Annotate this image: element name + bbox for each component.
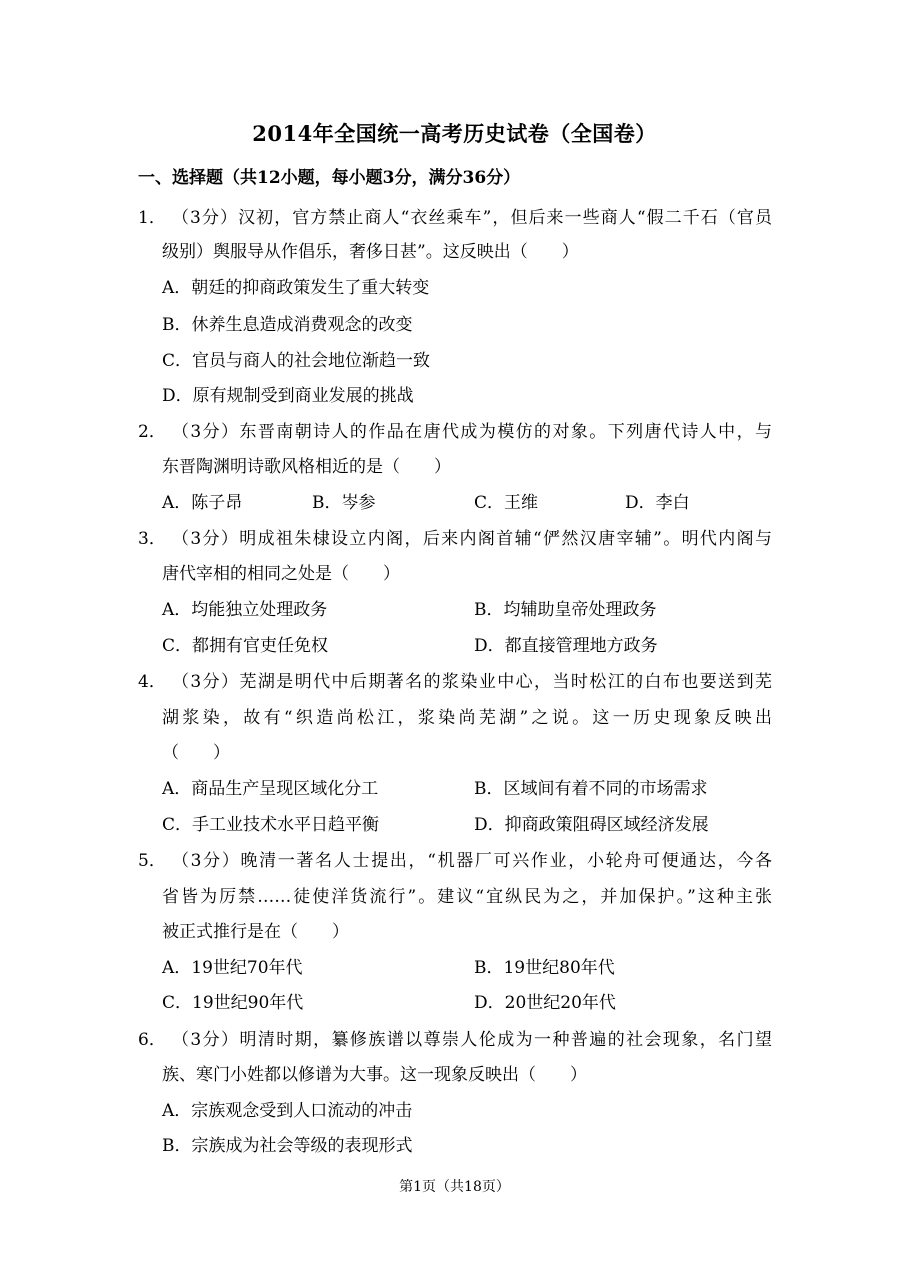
- question-text-line: 被正式推行是在（ ）: [162, 922, 349, 942]
- option-c: C．19世纪90年代: [162, 993, 304, 1013]
- option-b: B．宗族成为社会等级的表现形式: [162, 1136, 413, 1156]
- option-d: D．李白: [625, 493, 690, 513]
- question-number: 4．: [138, 672, 166, 692]
- option-a: A．宗族观念受到人口流动的冲击: [162, 1101, 413, 1121]
- option-c: C．手工业技术水平日趋平衡: [162, 815, 380, 835]
- question-text-line: 级别）舆服导从作倡乐，奢侈日甚”。这反映出（ ）: [162, 242, 579, 262]
- option-d: D．都直接管理地方政务: [474, 636, 658, 656]
- option-b: B．均辅助皇帝处理政务: [474, 600, 657, 620]
- question-text-line: 东晋陶渊明诗歌风格相近的是（ ）: [162, 457, 451, 477]
- question-text-line: （3分）明成祖朱棣设立内阁，后来内阁首辅“俨然汉唐宰辅”。明代内阁与: [172, 529, 772, 549]
- option-c: C．官员与商人的社会地位渐趋一致: [162, 351, 431, 371]
- option-a: A．均能独立处理政务: [162, 600, 328, 620]
- section-heading: 一、选择题（共12小题，每小题3分，满分36分）: [138, 168, 521, 188]
- option-a: A．商品生产呈现区域化分工: [162, 779, 379, 799]
- question-text-line: （ ）: [162, 743, 230, 763]
- question-number: 6．: [138, 1030, 166, 1050]
- question-text-line: 唐代宰相的相同之处是（ ）: [162, 564, 400, 584]
- option-c: C．都拥有官吏任免权: [162, 636, 329, 656]
- page-title: 2014年全国统一高考历史试卷（全国卷）: [252, 121, 657, 146]
- option-b: B．区域间有着不同的市场需求: [474, 779, 708, 799]
- question-text-line: （3分）芜湖是明代中后期著名的浆染业中心，当时松江的白布也要送到芜: [172, 672, 772, 692]
- question-text-line: 族、寒门小姓都以修谱为大事。这一现象反映出（ ）: [162, 1065, 587, 1085]
- option-a: A．19世纪70年代: [162, 958, 303, 978]
- option-d: D．原有规制受到商业发展的挑战: [162, 386, 414, 406]
- option-b: B．岑参: [312, 493, 376, 513]
- question-number: 5．: [138, 851, 166, 871]
- page-footer: 第1页（共18页）: [399, 1179, 510, 1195]
- option-d: D．20世纪20年代: [474, 993, 616, 1013]
- option-a: A．陈子昂: [162, 493, 243, 513]
- option-c: C．王维: [474, 493, 539, 513]
- question-number: 2．: [138, 422, 166, 442]
- question-number: 3．: [138, 529, 166, 549]
- option-a: A．朝廷的抑商政策发生了重大转变: [162, 278, 430, 298]
- question-text-line: 省皆为厉禁……徒使洋货流行”。建议“宜纵民为之，并加保护。”这种主张: [162, 887, 772, 907]
- question-text-line: （3分）明清时期，纂修族谱以尊崇人伦成为一种普遍的社会现象，名门望: [172, 1030, 772, 1050]
- option-b: B．休养生息造成消费观念的改变: [162, 315, 413, 335]
- question-text-line: （3分）东晋南朝诗人的作品在唐代成为模仿的对象。下列唐代诗人中，与: [172, 422, 772, 442]
- question-text-line: （3分）晚清一著名人士提出，“机器厂可兴作业，小轮舟可便通达，今各: [172, 851, 772, 871]
- option-b: B．19世纪80年代: [474, 958, 615, 978]
- question-text-line: 湖浆染，故有“织造尚松江，浆染尚芜湖”之说。这一历史现象反映出: [162, 708, 772, 728]
- question-number: 1．: [138, 208, 166, 228]
- question-text-line: （3分）汉初，官方禁止商人“衣丝乘车”，但后来一些商人“假二千石（官员: [172, 208, 772, 228]
- option-d: D．抑商政策阻碍区域经济发展: [474, 815, 709, 835]
